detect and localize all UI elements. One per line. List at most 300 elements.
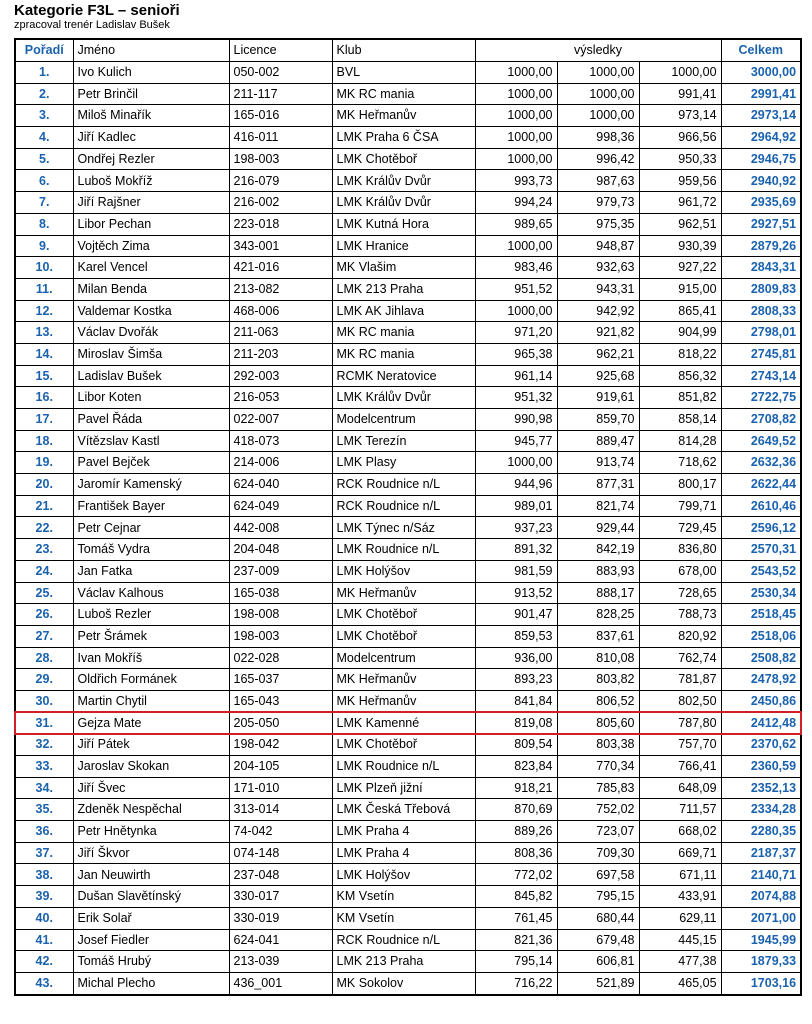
result-3-cell: 669,71 [639, 842, 721, 864]
result-1-cell: 761,45 [475, 907, 557, 929]
result-3-cell: 865,41 [639, 300, 721, 322]
rank-cell: 3. [15, 105, 73, 127]
total-cell: 2946,75 [721, 148, 801, 170]
rank-cell: 17. [15, 409, 73, 431]
name-cell: Valdemar Kostka [73, 300, 229, 322]
table-row [15, 409, 801, 431]
total-cell: 2843,31 [721, 257, 801, 279]
table-row [15, 647, 801, 669]
total-cell: 2649,52 [721, 430, 801, 452]
result-3-cell: 433,91 [639, 886, 721, 908]
name-cell: František Bayer [73, 495, 229, 517]
result-1-cell: 1000,00 [475, 127, 557, 149]
table-row [15, 907, 801, 929]
licence-cell: 237-048 [229, 864, 332, 886]
rank-cell: 35. [15, 799, 73, 821]
rank-cell: 40. [15, 907, 73, 929]
licence-cell: 624-040 [229, 474, 332, 496]
total-cell: 2478,92 [721, 669, 801, 691]
result-1-cell: 1000,00 [475, 62, 557, 84]
result-1-cell: 965,38 [475, 343, 557, 365]
licence-cell: 292-003 [229, 365, 332, 387]
result-3-cell: 671,11 [639, 864, 721, 886]
name-cell: Vítězslav Kastl [73, 430, 229, 452]
rank-cell: 19. [15, 452, 73, 474]
licence-cell: 211-063 [229, 322, 332, 344]
table-row [15, 842, 801, 864]
result-2-cell: 979,73 [557, 192, 639, 214]
club-cell: LMK Praha 4 [332, 821, 475, 843]
result-1-cell: 870,69 [475, 799, 557, 821]
result-2-cell: 805,60 [557, 712, 639, 734]
rank-cell: 26. [15, 604, 73, 626]
table-row [15, 734, 801, 756]
result-3-cell: 915,00 [639, 278, 721, 300]
licence-cell: 022-007 [229, 409, 332, 431]
total-cell: 3000,00 [721, 62, 801, 84]
name-cell: Miloš Minařík [73, 105, 229, 127]
total-cell: 2187,37 [721, 842, 801, 864]
licence-cell: 468-006 [229, 300, 332, 322]
total-cell: 2360,59 [721, 756, 801, 778]
result-2-cell: 1000,00 [557, 83, 639, 105]
total-cell: 2334,28 [721, 799, 801, 821]
result-1-cell: 821,36 [475, 929, 557, 951]
rank-cell: 32. [15, 734, 73, 756]
club-cell: MK Heřmanův [332, 105, 475, 127]
table-row [15, 430, 801, 452]
club-cell: LMK Chotěboř [332, 604, 475, 626]
table-row [15, 452, 801, 474]
table-row [15, 343, 801, 365]
result-3-cell: 800,17 [639, 474, 721, 496]
club-cell: LMK Holýšov [332, 560, 475, 582]
licence-cell: 198-003 [229, 625, 332, 647]
highlighted-table-row [15, 712, 801, 734]
page-title: Kategorie F3L – senioři [14, 2, 180, 19]
licence-cell: 343-001 [229, 235, 332, 257]
club-cell: MK RC mania [332, 83, 475, 105]
club-cell: RCK Roudnice n/L [332, 495, 475, 517]
licence-cell: 330-019 [229, 907, 332, 929]
result-3-cell: 802,50 [639, 690, 721, 712]
club-cell: MK RC mania [332, 343, 475, 365]
table-row [15, 257, 801, 279]
result-3-cell: 930,39 [639, 235, 721, 257]
result-3-cell: 851,82 [639, 387, 721, 409]
rank-cell: 39. [15, 886, 73, 908]
licence-cell: 198-003 [229, 148, 332, 170]
result-2-cell: 821,74 [557, 495, 639, 517]
rank-cell: 13. [15, 322, 73, 344]
table-row [15, 821, 801, 843]
licence-cell: 421-016 [229, 257, 332, 279]
rank-cell: 10. [15, 257, 73, 279]
name-cell: Pavel Bejček [73, 452, 229, 474]
result-2-cell: 929,44 [557, 517, 639, 539]
table-body [15, 62, 801, 995]
club-cell: MK Sokolov [332, 972, 475, 994]
rank-cell: 29. [15, 669, 73, 691]
rank-cell: 25. [15, 582, 73, 604]
result-2-cell: 948,87 [557, 235, 639, 257]
result-2-cell: 679,48 [557, 929, 639, 951]
result-3-cell: 787,80 [639, 712, 721, 734]
table-row [15, 951, 801, 973]
club-cell: MK Heřmanův [332, 582, 475, 604]
result-3-cell: 814,28 [639, 430, 721, 452]
result-1-cell: 716,22 [475, 972, 557, 994]
rank-cell: 36. [15, 821, 73, 843]
result-3-cell: 445,15 [639, 929, 721, 951]
result-1-cell: 823,84 [475, 756, 557, 778]
rank-cell: 14. [15, 343, 73, 365]
result-3-cell: 966,56 [639, 127, 721, 149]
result-3-cell: 757,70 [639, 734, 721, 756]
result-2-cell: 1000,00 [557, 62, 639, 84]
table-row [15, 669, 801, 691]
col-header-name: Jméno [73, 39, 229, 62]
name-cell: Milan Benda [73, 278, 229, 300]
result-3-cell: 766,41 [639, 756, 721, 778]
club-cell: LMK Chotěboř [332, 148, 475, 170]
table-row [15, 83, 801, 105]
result-2-cell: 859,70 [557, 409, 639, 431]
result-3-cell: 962,51 [639, 213, 721, 235]
rank-cell: 4. [15, 127, 73, 149]
result-2-cell: 998,36 [557, 127, 639, 149]
table-row [15, 972, 801, 994]
name-cell: Václav Dvořák [73, 322, 229, 344]
result-1-cell: 889,26 [475, 821, 557, 843]
table-row [15, 777, 801, 799]
table-row [15, 365, 801, 387]
table-row [15, 690, 801, 712]
result-1-cell: 795,14 [475, 951, 557, 973]
club-cell: LMK Kamenné [332, 712, 475, 734]
result-3-cell: 668,02 [639, 821, 721, 843]
name-cell: Luboš Rezler [73, 604, 229, 626]
total-cell: 2708,82 [721, 409, 801, 431]
results-table [14, 38, 802, 996]
table-row [15, 604, 801, 626]
name-cell: Oldřich Formánek [73, 669, 229, 691]
table-row [15, 517, 801, 539]
name-cell: Pavel Řáda [73, 409, 229, 431]
result-1-cell: 859,53 [475, 625, 557, 647]
total-cell: 2808,33 [721, 300, 801, 322]
col-header-total: Celkem [721, 39, 801, 62]
page-subtitle: zpracoval trenér Ladislav Bušek [14, 19, 170, 31]
result-3-cell: 678,00 [639, 560, 721, 582]
name-cell: Jiří Škvor [73, 842, 229, 864]
total-cell: 2518,06 [721, 625, 801, 647]
club-cell: LMK AK Jihlava [332, 300, 475, 322]
rank-cell: 11. [15, 278, 73, 300]
total-cell: 2370,62 [721, 734, 801, 756]
result-2-cell: 888,17 [557, 582, 639, 604]
name-cell: Josef Fiedler [73, 929, 229, 951]
licence-cell: 204-105 [229, 756, 332, 778]
result-2-cell: 697,58 [557, 864, 639, 886]
result-1-cell: 1000,00 [475, 452, 557, 474]
result-1-cell: 845,82 [475, 886, 557, 908]
result-1-cell: 989,01 [475, 495, 557, 517]
result-2-cell: 803,82 [557, 669, 639, 691]
licence-cell: 624-041 [229, 929, 332, 951]
total-cell: 2743,14 [721, 365, 801, 387]
col-header-club: Klub [332, 39, 475, 62]
col-header-rank: Pořadí [15, 39, 73, 62]
result-2-cell: 810,08 [557, 647, 639, 669]
name-cell: Petr Hnětynka [73, 821, 229, 843]
total-cell: 2450,86 [721, 690, 801, 712]
result-3-cell: 648,09 [639, 777, 721, 799]
total-cell: 2543,52 [721, 560, 801, 582]
name-cell: Jiří Kadlec [73, 127, 229, 149]
result-1-cell: 841,84 [475, 690, 557, 712]
result-3-cell: 799,71 [639, 495, 721, 517]
total-cell: 2352,13 [721, 777, 801, 799]
total-cell: 2940,92 [721, 170, 801, 192]
result-2-cell: 919,61 [557, 387, 639, 409]
total-cell: 2935,69 [721, 192, 801, 214]
licence-cell: 211-203 [229, 343, 332, 365]
table-row [15, 886, 801, 908]
club-cell: LMK Holýšov [332, 864, 475, 886]
club-cell: LMK Plasy [332, 452, 475, 474]
name-cell: Tomáš Hrubý [73, 951, 229, 973]
licence-cell: 074-148 [229, 842, 332, 864]
total-cell: 2964,92 [721, 127, 801, 149]
licence-cell: 216-002 [229, 192, 332, 214]
licence-cell: 022-028 [229, 647, 332, 669]
table-row [15, 539, 801, 561]
rank-cell: 15. [15, 365, 73, 387]
total-cell: 2530,34 [721, 582, 801, 604]
licence-cell: 624-049 [229, 495, 332, 517]
result-2-cell: 883,93 [557, 560, 639, 582]
total-cell: 2071,00 [721, 907, 801, 929]
result-2-cell: 925,68 [557, 365, 639, 387]
rank-cell: 22. [15, 517, 73, 539]
licence-cell: 213-082 [229, 278, 332, 300]
total-cell: 2809,83 [721, 278, 801, 300]
club-cell: MK RC mania [332, 322, 475, 344]
name-cell: Jiří Švec [73, 777, 229, 799]
table-row [15, 495, 801, 517]
result-2-cell: 913,74 [557, 452, 639, 474]
rank-cell: 9. [15, 235, 73, 257]
club-cell: LMK Chotěboř [332, 734, 475, 756]
licence-cell: 050-002 [229, 62, 332, 84]
result-1-cell: 918,21 [475, 777, 557, 799]
club-cell: MK Vlašim [332, 257, 475, 279]
result-2-cell: 962,21 [557, 343, 639, 365]
table-row [15, 929, 801, 951]
club-cell: LMK Roudnice n/L [332, 756, 475, 778]
licence-cell: 204-048 [229, 539, 332, 561]
result-3-cell: 781,87 [639, 669, 721, 691]
rank-cell: 30. [15, 690, 73, 712]
result-1-cell: 981,59 [475, 560, 557, 582]
result-3-cell: 820,92 [639, 625, 721, 647]
result-2-cell: 680,44 [557, 907, 639, 929]
result-1-cell: 1000,00 [475, 300, 557, 322]
club-cell: LMK Králův Dvůr [332, 170, 475, 192]
result-2-cell: 1000,00 [557, 105, 639, 127]
result-1-cell: 1000,00 [475, 105, 557, 127]
total-cell: 2622,44 [721, 474, 801, 496]
licence-cell: 165-043 [229, 690, 332, 712]
rank-cell: 24. [15, 560, 73, 582]
table-row [15, 322, 801, 344]
table-row [15, 235, 801, 257]
result-3-cell: 818,22 [639, 343, 721, 365]
result-3-cell: 858,14 [639, 409, 721, 431]
rank-cell: 23. [15, 539, 73, 561]
licence-cell: 436_001 [229, 972, 332, 994]
result-3-cell: 477,38 [639, 951, 721, 973]
result-1-cell: 819,08 [475, 712, 557, 734]
result-2-cell: 932,63 [557, 257, 639, 279]
total-cell: 2140,71 [721, 864, 801, 886]
club-cell: Modelcentrum [332, 409, 475, 431]
table-row [15, 560, 801, 582]
rank-cell: 18. [15, 430, 73, 452]
name-cell: Vojtěch Zima [73, 235, 229, 257]
result-3-cell: 788,73 [639, 604, 721, 626]
table-row [15, 756, 801, 778]
result-3-cell: 904,99 [639, 322, 721, 344]
club-cell: LMK Králův Dvůr [332, 387, 475, 409]
total-cell: 1703,16 [721, 972, 801, 994]
rank-cell: 5. [15, 148, 73, 170]
col-header-licence: Licence [229, 39, 332, 62]
table-row [15, 864, 801, 886]
name-cell: Jiří Rajšner [73, 192, 229, 214]
rank-cell: 8. [15, 213, 73, 235]
name-cell: Václav Kalhous [73, 582, 229, 604]
total-cell: 2412,48 [721, 712, 801, 734]
total-cell: 2973,14 [721, 105, 801, 127]
rank-cell: 33. [15, 756, 73, 778]
table-row [15, 300, 801, 322]
result-2-cell: 785,83 [557, 777, 639, 799]
rank-cell: 38. [15, 864, 73, 886]
table-row [15, 213, 801, 235]
result-2-cell: 996,42 [557, 148, 639, 170]
rank-cell: 42. [15, 951, 73, 973]
result-1-cell: 936,00 [475, 647, 557, 669]
licence-cell: 198-042 [229, 734, 332, 756]
name-cell: Petr Brinčil [73, 83, 229, 105]
result-1-cell: 983,46 [475, 257, 557, 279]
club-cell: LMK Plzeň jižní [332, 777, 475, 799]
licence-cell: 165-037 [229, 669, 332, 691]
result-2-cell: 837,61 [557, 625, 639, 647]
rank-cell: 7. [15, 192, 73, 214]
club-cell: LMK 213 Praha [332, 278, 475, 300]
total-cell: 2518,45 [721, 604, 801, 626]
result-2-cell: 889,47 [557, 430, 639, 452]
rank-cell: 6. [15, 170, 73, 192]
rank-cell: 12. [15, 300, 73, 322]
club-cell: LMK 213 Praha [332, 951, 475, 973]
result-2-cell: 723,07 [557, 821, 639, 843]
club-cell: LMK Týnec n/Sáz [332, 517, 475, 539]
result-2-cell: 709,30 [557, 842, 639, 864]
table-row [15, 582, 801, 604]
club-cell: LMK Roudnice n/L [332, 539, 475, 561]
total-cell: 2074,88 [721, 886, 801, 908]
table-row [15, 170, 801, 192]
total-cell: 2798,01 [721, 322, 801, 344]
rank-cell: 16. [15, 387, 73, 409]
total-cell: 2722,75 [721, 387, 801, 409]
club-cell: Modelcentrum [332, 647, 475, 669]
total-cell: 2610,46 [721, 495, 801, 517]
result-1-cell: 891,32 [475, 539, 557, 561]
name-cell: Jan Fatka [73, 560, 229, 582]
table-row [15, 62, 801, 84]
name-cell: Martin Chytil [73, 690, 229, 712]
result-2-cell: 521,89 [557, 972, 639, 994]
licence-cell: 171-010 [229, 777, 332, 799]
rank-cell: 31. [15, 712, 73, 734]
club-cell: MK Heřmanův [332, 690, 475, 712]
result-2-cell: 806,52 [557, 690, 639, 712]
licence-cell: 216-053 [229, 387, 332, 409]
result-3-cell: 762,74 [639, 647, 721, 669]
club-cell: MK Heřmanův [332, 669, 475, 691]
licence-cell: 418-073 [229, 430, 332, 452]
table-row [15, 148, 801, 170]
result-1-cell: 990,98 [475, 409, 557, 431]
licence-cell: 237-009 [229, 560, 332, 582]
result-1-cell: 951,52 [475, 278, 557, 300]
table-row [15, 105, 801, 127]
table-header-row [15, 39, 801, 62]
total-cell: 2632,36 [721, 452, 801, 474]
result-1-cell: 808,36 [475, 842, 557, 864]
table-row [15, 387, 801, 409]
name-cell: Ladislav Bušek [73, 365, 229, 387]
result-1-cell: 937,23 [475, 517, 557, 539]
rank-cell: 37. [15, 842, 73, 864]
name-cell: Ondřej Rezler [73, 148, 229, 170]
table-row [15, 192, 801, 214]
result-1-cell: 944,96 [475, 474, 557, 496]
club-cell: LMK Praha 4 [332, 842, 475, 864]
result-3-cell: 959,56 [639, 170, 721, 192]
total-cell: 2745,81 [721, 343, 801, 365]
club-cell: LMK Terezín [332, 430, 475, 452]
club-cell: LMK Praha 6 ČSA [332, 127, 475, 149]
name-cell: Jaromír Kamenský [73, 474, 229, 496]
result-2-cell: 606,81 [557, 951, 639, 973]
result-2-cell: 803,38 [557, 734, 639, 756]
name-cell: Zdeněk Nespěchal [73, 799, 229, 821]
result-2-cell: 770,34 [557, 756, 639, 778]
licence-cell: 211-117 [229, 83, 332, 105]
name-cell: Karel Vencel [73, 257, 229, 279]
licence-cell: 165-038 [229, 582, 332, 604]
result-1-cell: 993,73 [475, 170, 557, 192]
name-cell: Petr Cejnar [73, 517, 229, 539]
club-cell: LMK Hranice [332, 235, 475, 257]
total-cell: 2596,12 [721, 517, 801, 539]
